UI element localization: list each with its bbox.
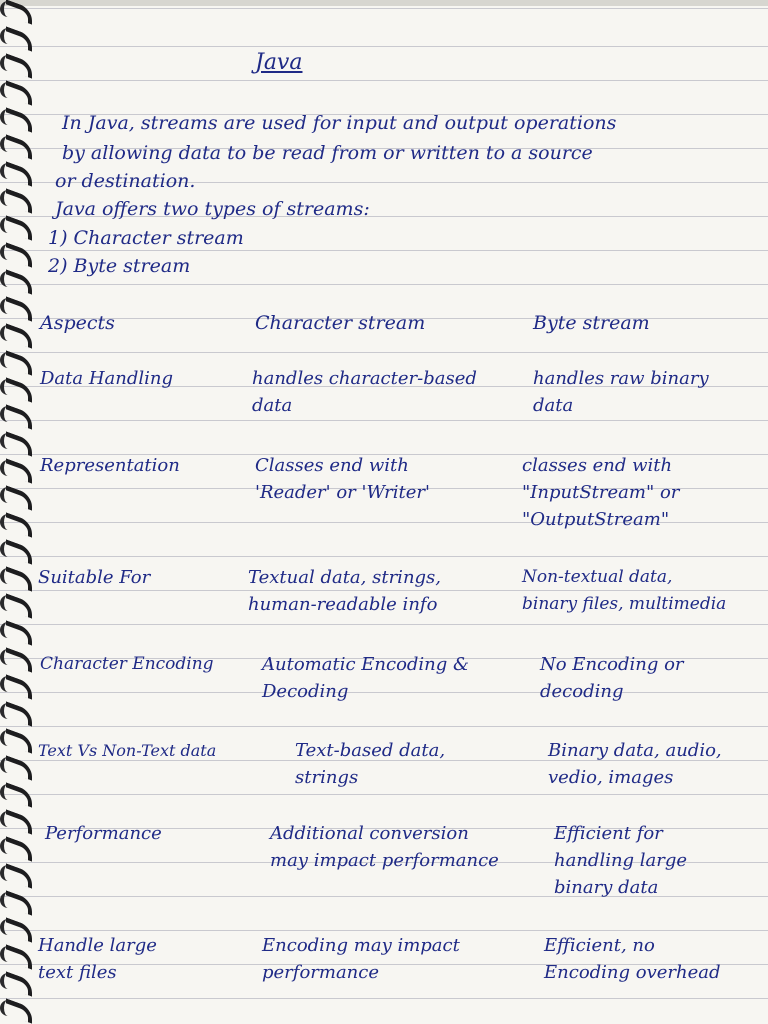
spiral-coil [0,355,34,367]
spiral-coil [0,382,34,394]
intro-list-item-1: 1) Character stream [48,227,244,249]
spiral-binding [0,0,40,1024]
intro-line-4: Java offers two types of streams: [55,198,370,220]
spiral-coil [0,949,34,961]
spiral-coil [0,652,34,664]
spiral-coil [0,868,34,880]
table-header-byte-stream: Byte stream [533,312,650,334]
spiral-coil [0,409,34,421]
row-5-aspect: Text Vs Non-Text data [38,741,217,760]
row-6-aspect: Performance [45,823,162,844]
intro-line-2: by allowing data to be read from or written to a source [62,142,593,164]
row-1-aspect: Data Handling [40,368,174,389]
spiral-coil [0,598,34,610]
row-1-byte: handles raw binary data [533,368,709,416]
row-4-character: Automatic Encoding & Decoding [262,654,470,702]
spiral-coil [0,247,34,259]
spiral-coil [0,544,34,556]
row-2-character: Classes end with 'Reader' or 'Writer' [255,455,430,503]
spiral-coil [0,328,34,340]
intro-line-3: or destination. [55,170,196,192]
spiral-coil [0,220,34,232]
spiral-coil [0,139,34,151]
row-5-byte: Binary data, audio, vedio, images [548,740,722,788]
spiral-coil [0,787,34,799]
row-7-byte: Efficient, no Encoding overhead [544,935,721,983]
row-5-character: Text-based data, strings [295,740,446,788]
row-7-aspect: Handle large text files [38,935,157,983]
row-7-character: Encoding may impact performance [262,935,460,983]
spiral-coil [0,58,34,70]
spiral-coil [0,571,34,583]
row-2-byte: classes end with "InputStream" or "OutputStream" [522,455,680,530]
row-3-aspect: Suitable For [38,567,151,588]
intro-list-item-2: 2) Byte stream [48,255,191,277]
row-6-byte: Efficient for handling large binary data [554,823,688,898]
spiral-coil [0,193,34,205]
spiral-coil [0,814,34,826]
row-4-byte: No Encoding or decoding [540,654,684,702]
spiral-coil [0,517,34,529]
spiral-coil [0,274,34,286]
spiral-coil [0,1003,34,1015]
row-2-aspect: Representation [40,455,180,476]
row-4-aspect: Character Encoding [40,654,214,674]
spiral-coil [0,922,34,934]
row-3-character: Textual data, strings, human-readable info [248,567,442,615]
spiral-coil [0,679,34,691]
spiral-coil [0,976,34,988]
spiral-coil [0,166,34,178]
spiral-coil [0,31,34,43]
spiral-coil [0,895,34,907]
table-header-character-stream: Character stream [255,312,426,334]
spiral-coil [0,490,34,502]
spiral-coil [0,85,34,97]
row-6-character: Additional conversion may impact performance [270,823,499,871]
spiral-coil [0,4,34,16]
row-1-character: handles character-based data [252,368,477,416]
spiral-coil [0,733,34,745]
intro-line-1: In Java, streams are used for input and output operations [62,112,617,134]
page-top-edge [0,0,768,6]
spiral-coil [0,436,34,448]
spiral-coil [0,112,34,124]
spiral-coil [0,301,34,313]
row-3-byte: Non-textual data, binary files, multimedia [522,567,727,614]
spiral-coil [0,841,34,853]
spiral-coil [0,625,34,637]
spiral-coil [0,463,34,475]
table-header-aspects: Aspects [40,312,115,334]
spiral-coil [0,706,34,718]
spiral-coil [0,760,34,772]
page-title: Java [255,50,303,75]
